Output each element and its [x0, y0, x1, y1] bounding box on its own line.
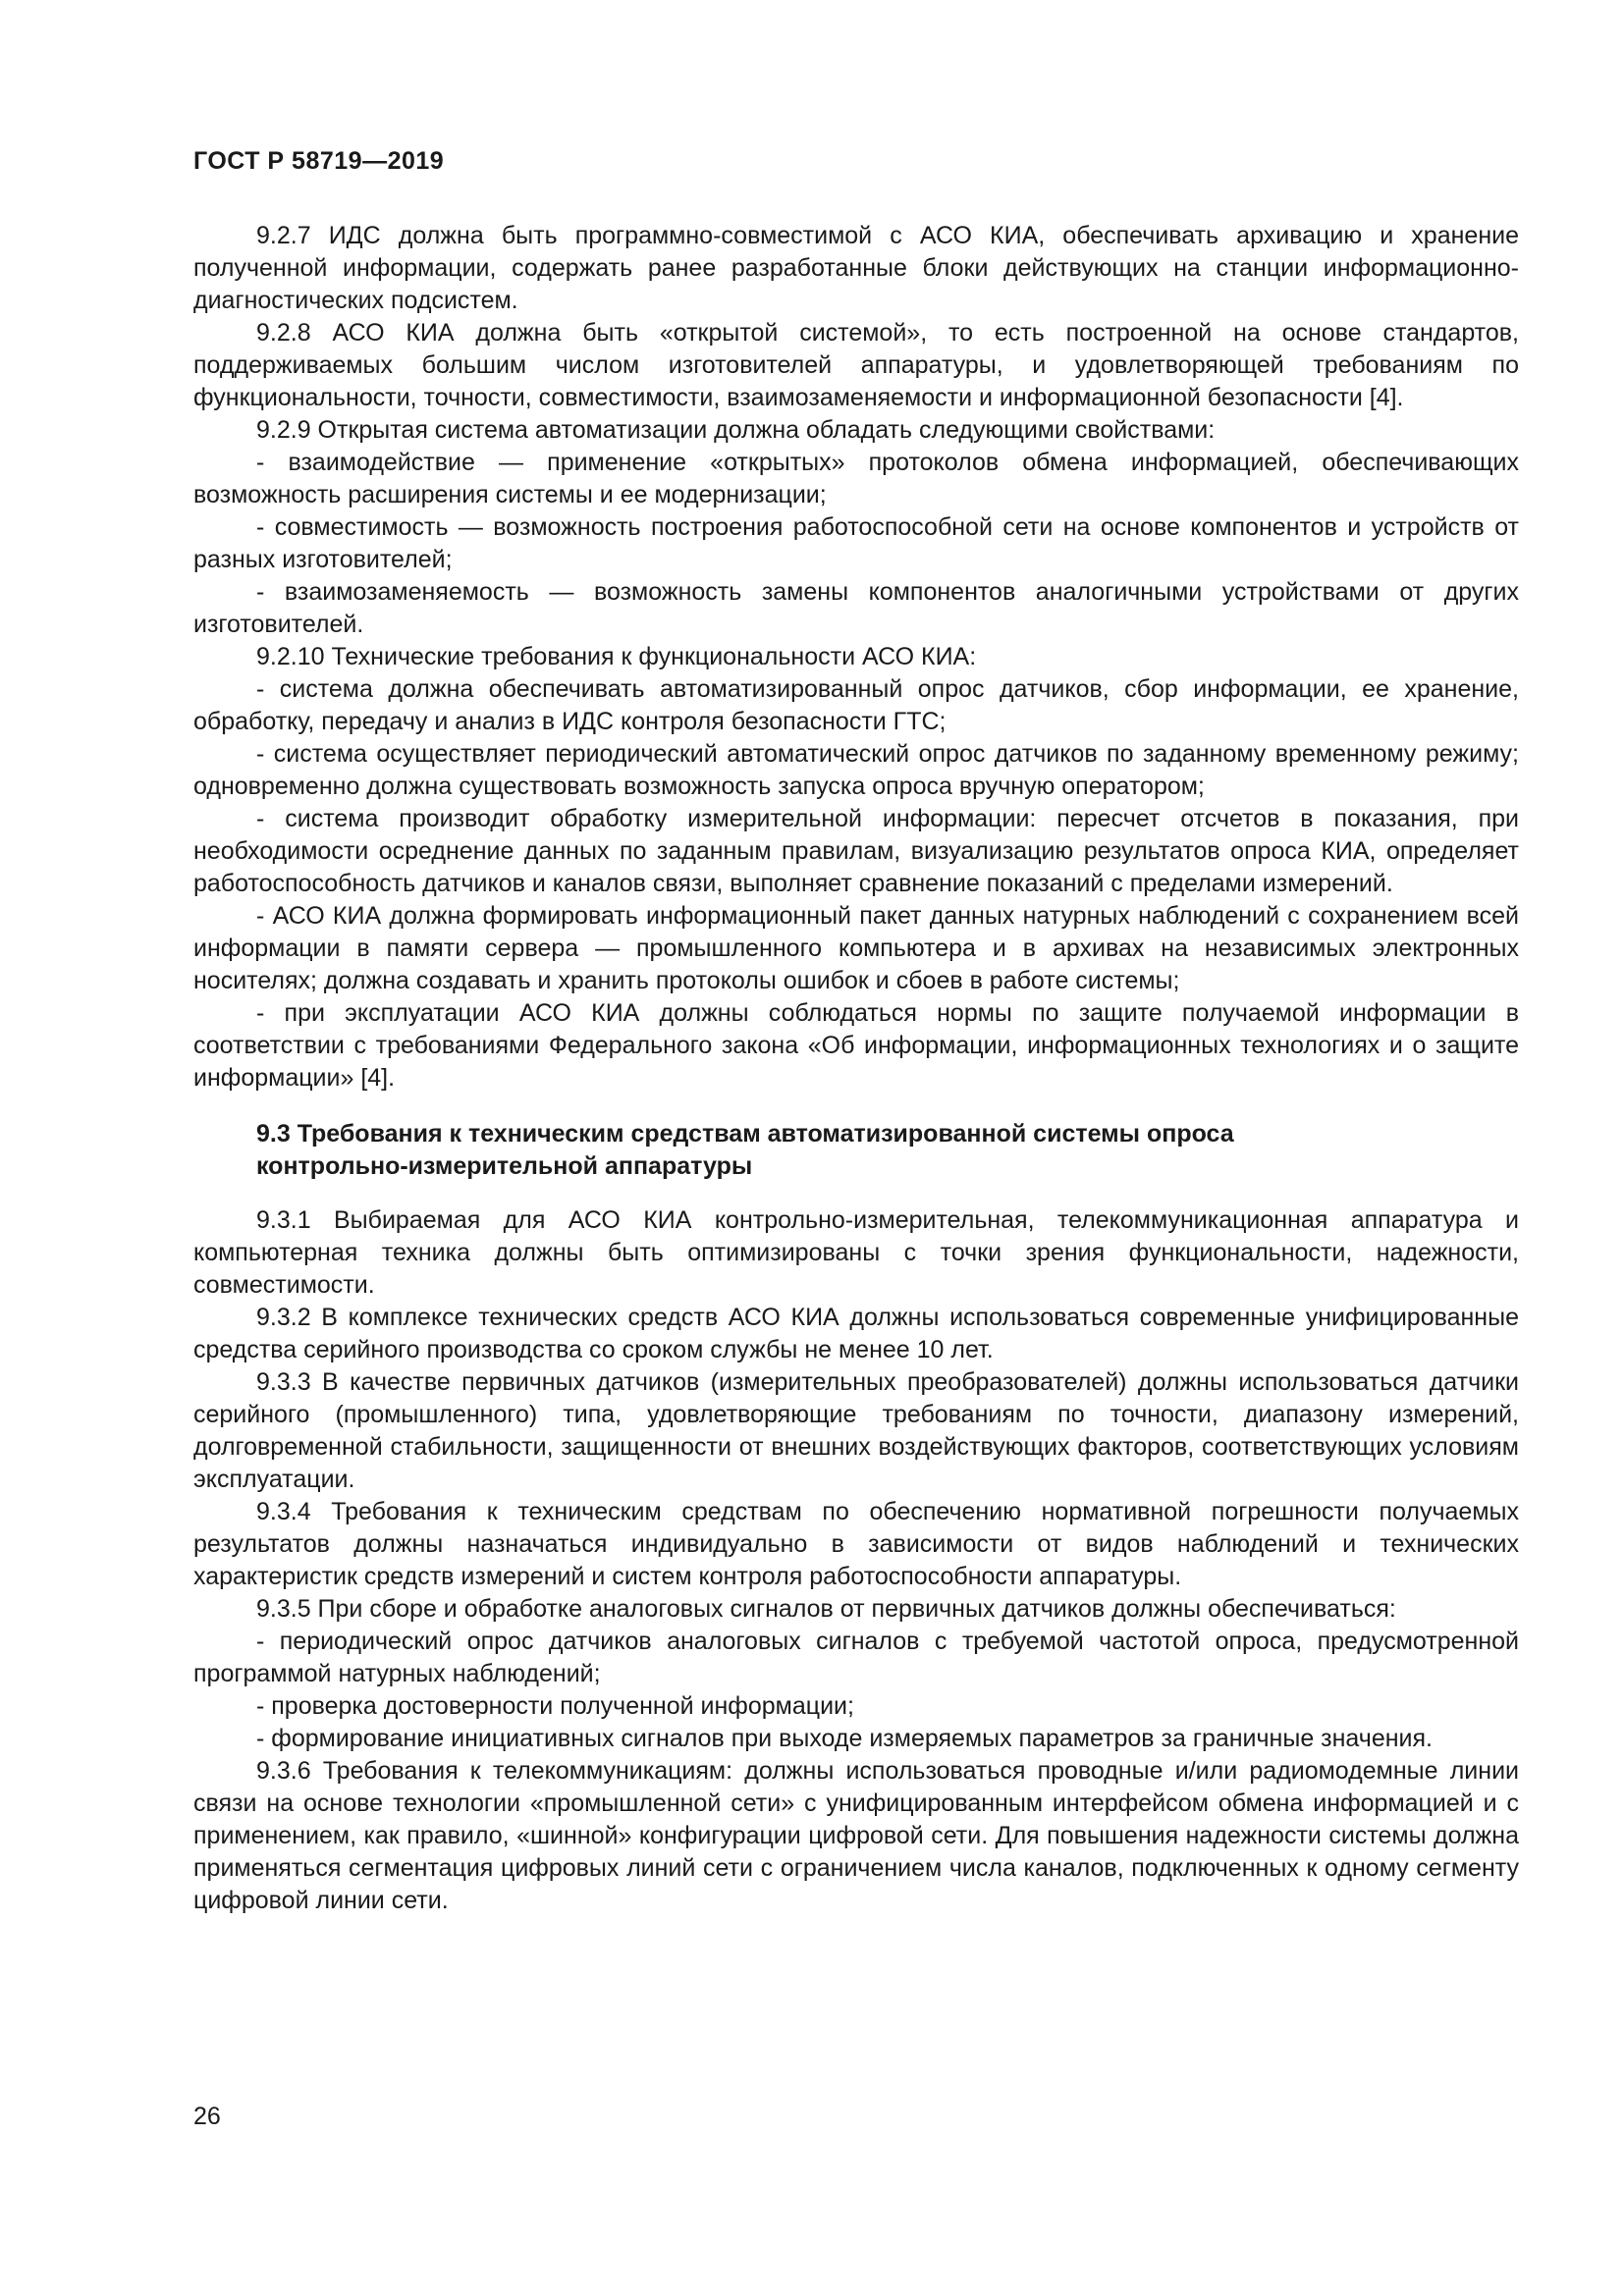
list-item-interaction: - взаимодействие — применение «открытых» протоколов обмена информацией, обеспечивающих возможность расширения системы и ее модернизации;	[193, 449, 1519, 508]
paragraph-9-2-7: 9.2.7 ИДС должна быть программно-совместимой с АСО КИА, обеспечивать архивацию и хранение полученной информации, содержать ранее разработанные блоки действующих на станции информационно-диагностических подсистем.	[193, 222, 1519, 314]
list-item-interchangeability: - взаимозаменяемость — возможность замены компонентов аналогичными устройствами от других изготовителей.	[193, 578, 1519, 638]
paragraph-9-2-10: 9.2.10 Технические требования к функциональности АСО КИА:	[256, 643, 977, 670]
list-item-compatibility: - совместимость — возможность построения работоспособной сети на основе компонентов и устройств от разных изготовителей;	[193, 513, 1519, 573]
list-item-data-package: - АСО КИА должна формировать информационный пакет данных натурных наблюдений с сохранением всей информации в памяти сервера — промышленного компьютера и в архивах на независимых электронных носителях; должна создавать и хранить протоколы ошибок и сбоев в работе системы;	[193, 902, 1519, 994]
section-heading-line-2: контрольно-измерительной аппаратуры	[256, 1152, 753, 1180]
paragraph-9-3-1: 9.3.1 Выбираемая для АСО КИА контрольно-измерительная, телекоммуникационная аппаратура и компьютерная техника должны быть оптимизированы с точки зрения функциональности, надежности, совместимости.	[193, 1206, 1519, 1299]
paragraph-9-3-2: 9.3.2 В комплексе технических средств АСО КИА должны использоваться современные унифицированные средства серийного производства со сроком службы не менее 10 лет.	[193, 1304, 1519, 1363]
list-item-periodic-polling: - система осуществляет периодический автоматический опрос датчиков по заданному временному режиму; одновременно должна существовать возможность запуска опроса вручную оператором;	[193, 740, 1519, 800]
list-item-data-processing: - система производит обработку измерительной информации: пересчет отсчетов в показания, при необходимости осреднение данных по заданным правилам, визуализацию результатов опроса КИА, определяет работоспособность датчиков и каналов связи, выполняет сравнение показаний с пределами измерений.	[193, 805, 1519, 897]
list-item-initiative-signals: - формирование инициативных сигналов при выходе измеряемых параметров за граничные значения.	[256, 1725, 1433, 1752]
paragraph-9-2-9: 9.2.9 Открытая система автоматизации должна обладать следующими свойствами:	[256, 416, 1216, 444]
list-item-validity-check: - проверка достоверности полученной информации;	[256, 1692, 854, 1720]
paragraph-9-3-5: 9.3.5 При сборе и обработке аналоговых сигналов от первичных датчиков должны обеспечиваться:	[256, 1595, 1396, 1623]
paragraph-9-3-6: 9.3.6 Требования к телекоммуникациям: должны использоваться проводные и/или радиомодемные линии связи на основе технологии «промышленной сети» с унифицированным интерфейсом обмена информацией и с применением, как правило, «шинной» конфигурации цифровой сети. Для повышения надежности системы должна применяться сегментация цифровых линий сети с ограничением числа каналов, подключенных к одному сегменту цифровой линии сети.	[193, 1757, 1519, 1914]
document-body	[193, 220, 1519, 1917]
document-id-header: ГОСТ Р 58719—2019	[193, 147, 445, 175]
page-number: 26	[193, 2103, 221, 2130]
paragraph-9-2-8: 9.2.8 АСО КИА должна быть «открытой системой», то есть построенной на основе стандартов, поддерживаемых большим числом изготовителей аппаратуры, и удовлетворяющей требованиям по функциональности, точности, совместимости, взаимозаменяемости и информационной безопасности [4].	[193, 319, 1519, 411]
paragraph-9-3-3: 9.3.3 В качестве первичных датчиков (измерительных преобразователей) должны использоваться датчики серийного (промышленного) типа, удовлетворяющие требованиям по точности, диапазону измерений, долговременной стабильности, защищенности от внешних воздействующих факторов, соответствующих условиям эксплуатации.	[193, 1368, 1519, 1493]
section-heading-9-3	[193, 1118, 1519, 1183]
list-item-periodic-analog-polling: - периодический опрос датчиков аналоговых сигналов с требуемой частотой опроса, предусмотренной программой натурных наблюдений;	[193, 1628, 1519, 1687]
list-item-data-protection: - при эксплуатации АСО КИА должны соблюдаться нормы по защите получаемой информации в соответствии с требованиями Федерального закона «Об информации, информационных технологиях и о защите информации» [4].	[193, 999, 1519, 1092]
list-item-automated-polling: - система должна обеспечивать автоматизированный опрос датчиков, сбор информации, ее хранение, обработку, передачу и анализ в ИДС контроля безопасности ГТС;	[193, 675, 1519, 735]
section-heading-line-1: 9.3 Требования к техническим средствам автоматизированной системы опроса	[256, 1120, 1234, 1148]
paragraph-9-3-4: 9.3.4 Требования к техническим средствам по обеспечению нормативной погрешности получаемых результатов должны назначаться индивидуально в зависимости от видов наблюдений и технических характеристик средств измерений и систем контроля работоспособности аппаратуры.	[193, 1498, 1519, 1590]
